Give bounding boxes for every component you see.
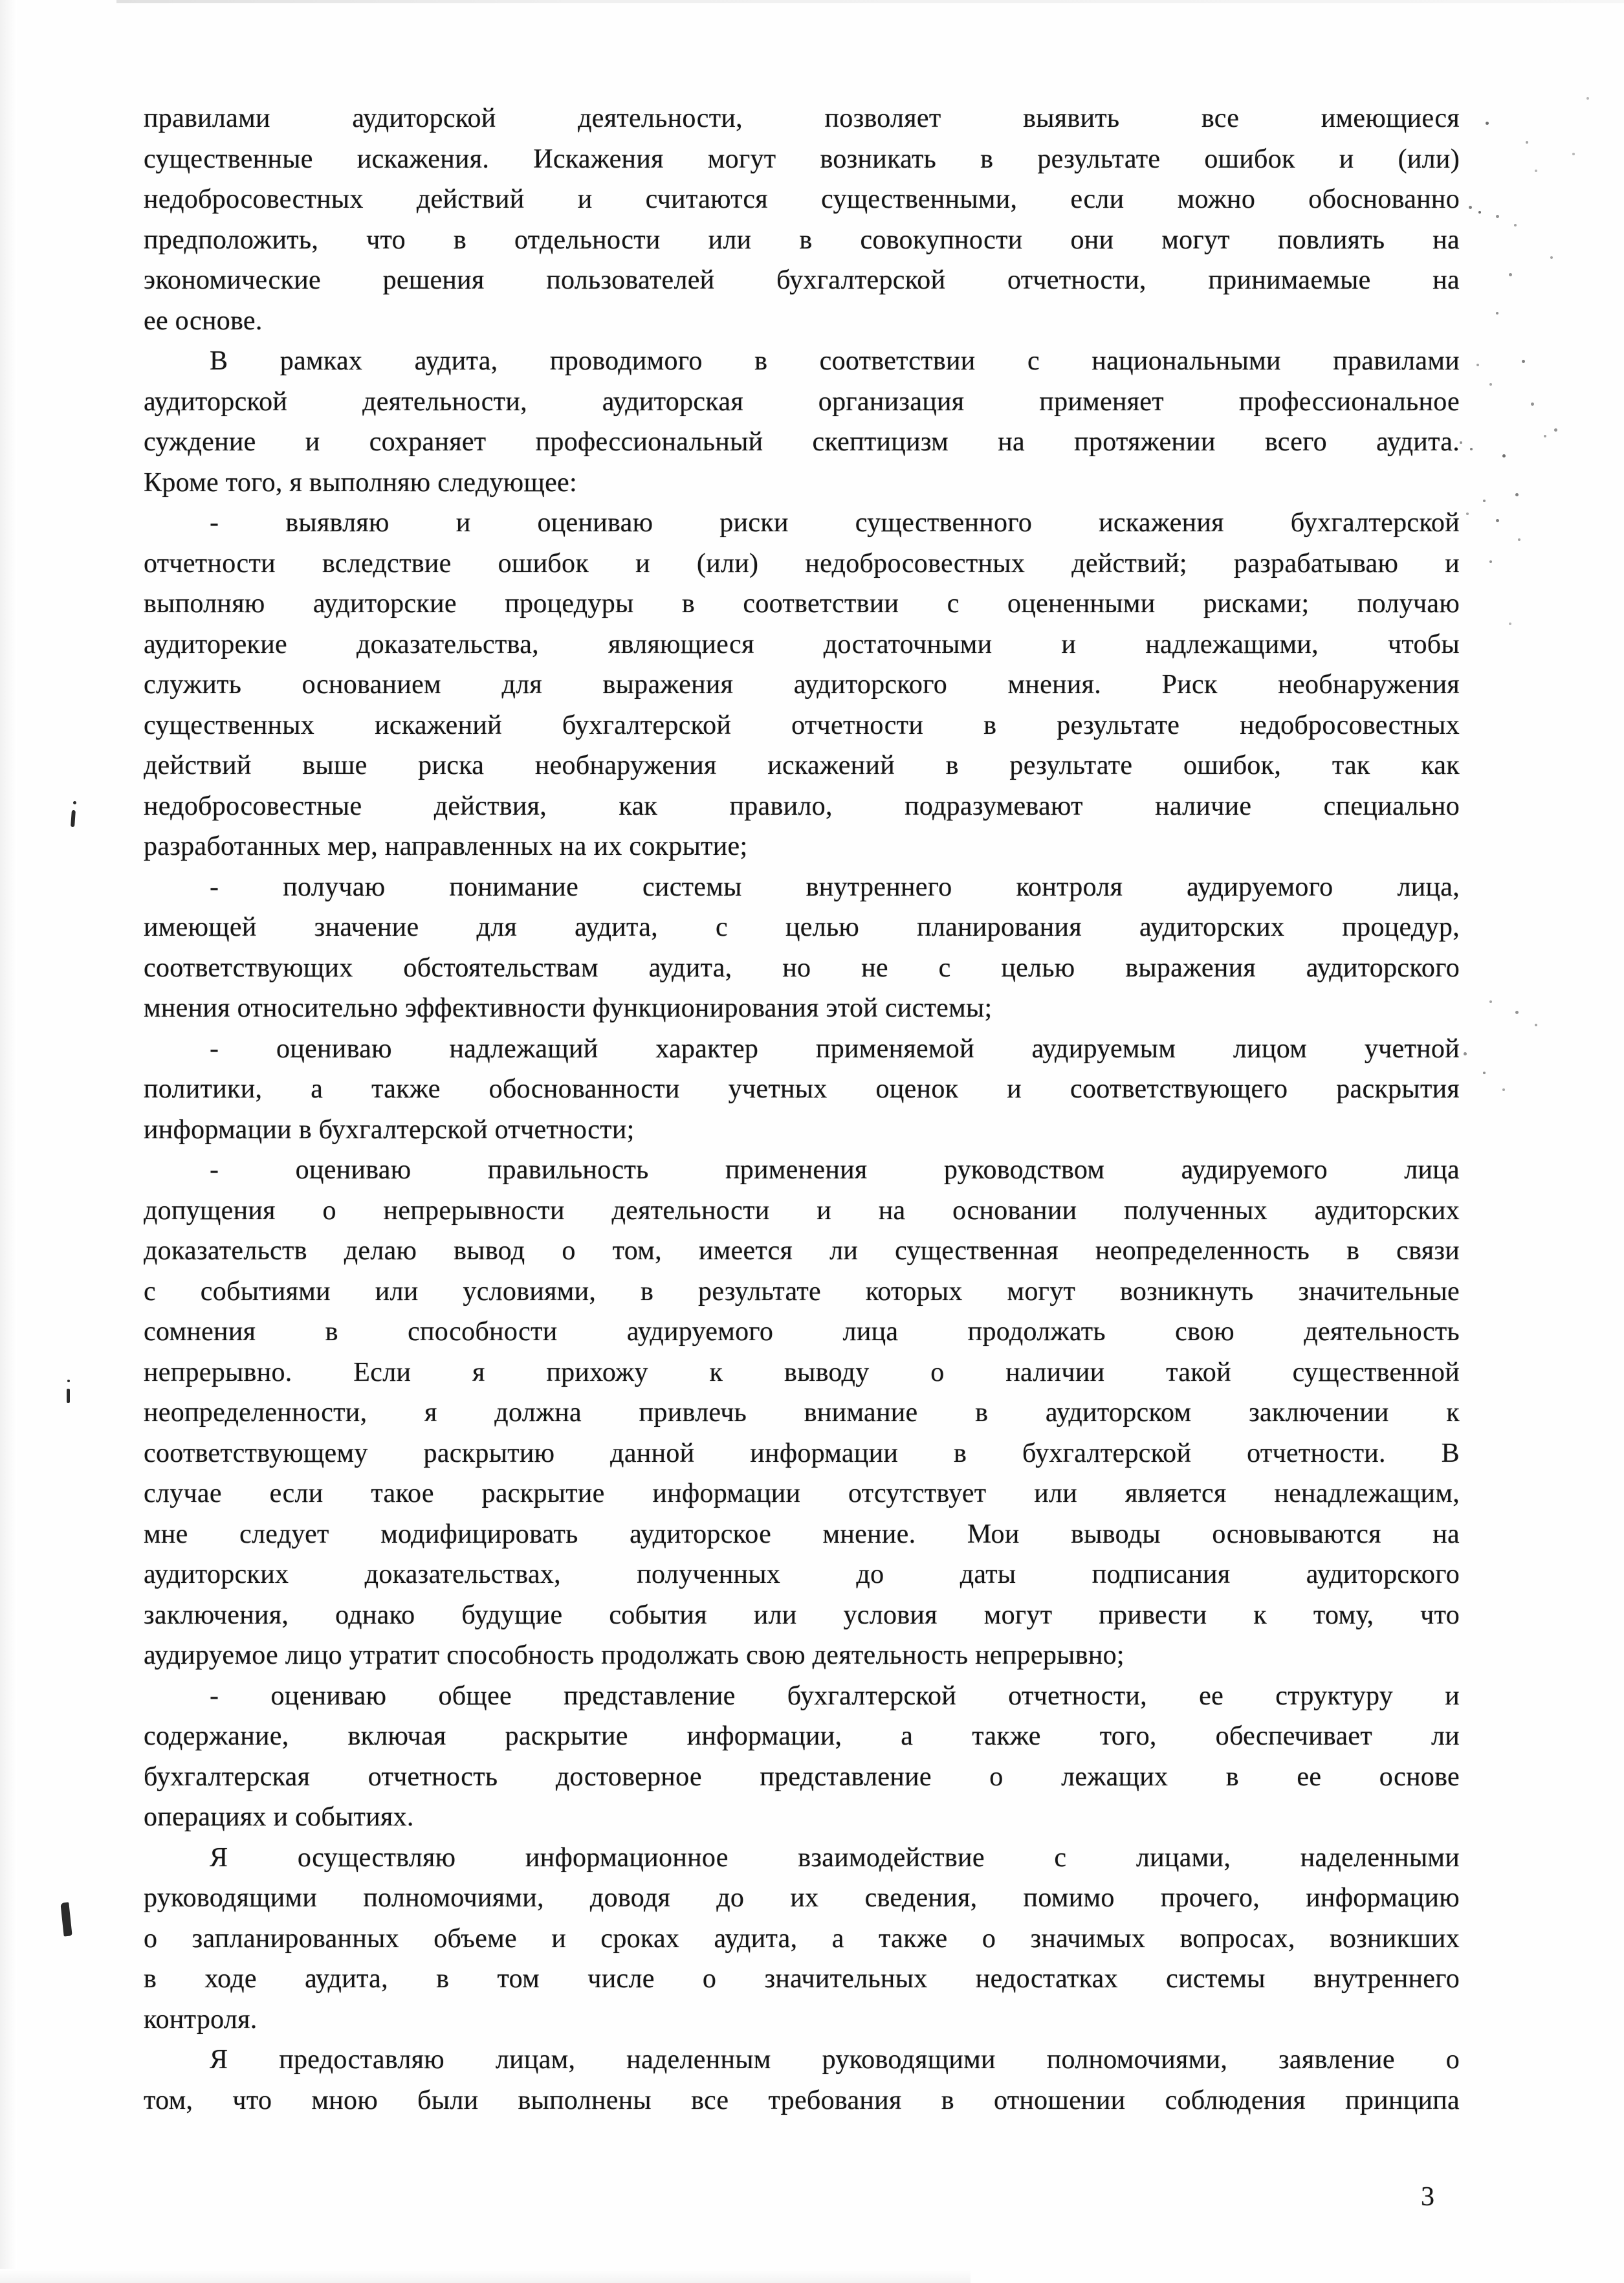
text-line: существенные искажения. Искажения могут возникать в результате ошибок и (или) — [144, 144, 1460, 174]
scan-artifact-mark — [60, 1902, 72, 1936]
scan-artifact-mark — [67, 1380, 70, 1382]
text-line: - оцениваю общее представление бухгалтерской отчетности, ее структуру и — [210, 1681, 1460, 1711]
scan-speck — [1489, 383, 1492, 386]
text-line: допущения о непрерывности деятельности и на основании полученных аудиторских — [144, 1195, 1460, 1226]
text-line: Я предоставляю лицам, наделенным руководящими полномочиями, заявление о — [210, 2045, 1460, 2075]
text-line: аудиторской деятельности, аудиторская организация применяет профессиональное — [144, 386, 1460, 417]
text-line: заключения, однако будущие события или условия могут привести к тому, что — [144, 1600, 1460, 1630]
text-line: о запланированных объеме и сроках аудита, а также о значимых вопросах, возникших — [144, 1923, 1460, 1954]
text-line: - получаю понимание системы внутреннего контроля аудируемого лица, — [210, 872, 1460, 902]
text-line: предположить, что в отдельности или в совокупности они могут повлиять на — [144, 225, 1460, 255]
scan-speck — [1464, 1052, 1467, 1055]
text-line: в ходе аудита, в том числе о значительных недостатках системы внутреннего — [144, 1964, 1460, 1994]
text-line: аудиторских доказательствах, полученных до даты подписания аудиторского — [144, 1560, 1460, 1589]
text-line: недобросовестных действий и считаются существенными, если можно обоснованно — [144, 184, 1460, 214]
scan-speck — [1515, 1011, 1519, 1014]
scan-speck — [1535, 170, 1537, 172]
text-line: В рамках аудита, проводимого в соответствии с национальными правилами — [210, 346, 1460, 376]
scan-speck — [1489, 560, 1492, 563]
text-line: выполняю аудиторские процедуры в соответствии с оцененными рисками; получаю — [144, 589, 1460, 619]
page-number: 3 — [1421, 2182, 1434, 2212]
text-line: Я осуществляю информационное взаимодействие с лицами, наделенными — [210, 1842, 1460, 1873]
scan-speck — [1489, 1000, 1492, 1003]
scan-speck — [1586, 97, 1589, 100]
scan-artifact-mark — [71, 810, 76, 827]
scan-speck — [1496, 519, 1499, 522]
text-line: соответствующих обстоятельствам аудита, но не с целью выражения аудиторского — [144, 953, 1460, 983]
text-line: операциях и событиях. — [144, 1802, 414, 1832]
scan-speck — [1514, 224, 1517, 226]
scan-speck — [1544, 435, 1546, 437]
text-line: - оцениваю правильность применения руководством аудируемого лица — [210, 1155, 1460, 1185]
scan-speck — [1550, 256, 1553, 259]
text-line: отчетности вследствие ошибок и (или) недобросовестных действий; разрабатываю и — [144, 548, 1460, 579]
scan-artifact-mark — [73, 801, 76, 804]
text-line: неопределенности, я должна привлечь внимание в аудиторском заключении к — [144, 1398, 1460, 1428]
scan-speck — [1502, 1088, 1505, 1091]
scan-speck — [1522, 360, 1525, 363]
scan-speck — [1496, 312, 1498, 314]
text-line: аудиторекие доказательства, являющиеся достаточными и надлежащими, чтобы — [144, 629, 1460, 659]
text-line: непрерывно. Если я прихожу к выводу о наличии такой существенной — [144, 1357, 1460, 1387]
text-line: суждение и сохраняет профессиональный скептицизм на протяжении всего аудита. — [144, 427, 1460, 457]
text-line: аудируемое лицо утратит способность продолжать свою деятельность непрерывно; — [144, 1640, 1125, 1670]
scan-speck — [1486, 122, 1489, 125]
scan-speck — [1515, 493, 1519, 496]
scan-speck — [1470, 448, 1473, 450]
text-line: ее основе. — [144, 305, 263, 336]
text-line: экономические решения пользователей бухгалтерской отчетности, принимаемые на — [144, 265, 1460, 295]
scan-edge-bottom — [0, 2269, 971, 2283]
scan-speck — [1478, 211, 1481, 214]
text-line: Кроме того, я выполняю следующее: — [144, 467, 577, 498]
text-line: действий выше риска необнаружения искажений в результате ошибок, так как — [144, 751, 1460, 780]
text-line: информации в бухгалтерской отчетности; — [144, 1114, 635, 1145]
scan-speck — [1460, 441, 1462, 444]
text-line: мнения относительно эффективности функционирования этой системы; — [144, 993, 993, 1023]
scan-edge-left — [0, 0, 17, 2283]
text-line: бухгалтерская отчетность достоверное представление о лежащих в ее основе — [144, 1761, 1460, 1792]
text-line: контроля. — [144, 2004, 258, 2035]
text-line: соответствующему раскрытию данной информации в бухгалтерской отчетности. В — [144, 1438, 1460, 1468]
text-line: мне следует модифицировать аудиторское мнение. Мои выводы основываются на — [144, 1519, 1460, 1549]
text-line: том, что мною были выполнены все требования в отношении соблюдения принципа — [144, 2085, 1460, 2115]
text-line: недобросовестные действия, как правило, подразумевают наличие специально — [144, 791, 1460, 821]
scan-speck — [1535, 1024, 1537, 1026]
text-line: - оцениваю надлежащий характер применяемой аудируемым лицом учетной — [210, 1033, 1460, 1064]
text-line: случае если такое раскрытие информации отсутствует или является ненадлежащим, — [144, 1479, 1460, 1508]
scan-speck — [1466, 513, 1469, 515]
text-line: руководящими полномочиями, доводя до их сведения, помимо прочего, информацию — [144, 1883, 1460, 1913]
text-line: имеющей значение для аудита, с целью планирования аудиторских процедур, — [144, 912, 1460, 942]
scan-speck — [1502, 454, 1506, 458]
text-line: существенных искажений бухгалтерской отчетности в результате недобросовестных — [144, 710, 1460, 740]
scan-speck — [1483, 1072, 1486, 1074]
scan-speck — [1526, 141, 1528, 144]
scan-speck — [1509, 273, 1512, 276]
text-line: служить основанием для выражения аудиторского мнения. Риск необнаружения — [144, 670, 1460, 700]
text-line: правилами аудиторской деятельности, позволяет выявить все имеющиеся — [144, 104, 1460, 133]
scan-speck — [1496, 215, 1499, 218]
body-text — [144, 98, 1460, 2121]
scan-speck — [1531, 403, 1534, 406]
scan-speck — [1476, 364, 1479, 366]
scan-speck — [1509, 623, 1511, 625]
scan-edge-top — [116, 0, 1624, 3]
scan-speck — [1554, 428, 1557, 432]
text-line: политики, а также обоснованности учетных оценок и соответствующего раскрытия — [144, 1074, 1460, 1104]
text-line: содержание, включая раскрытие информации, а также того, обеспечивает ли — [144, 1721, 1460, 1751]
scan-speck — [1572, 153, 1575, 155]
text-line: доказательств делаю вывод о том, имеется ли существенная неопределенность в связи — [144, 1236, 1460, 1266]
scan-speck — [1483, 500, 1486, 502]
text-line: - выявляю и оцениваю риски существенного искажения бухгалтерской — [210, 508, 1460, 538]
scan-artifact-mark — [67, 1389, 70, 1403]
text-line: разработанных мер, направленных на их сокрытие; — [144, 832, 748, 861]
text-line: сомнения в способности аудируемого лица продолжать свою деятельность — [144, 1317, 1460, 1347]
scan-speck — [1469, 206, 1472, 209]
scan-speck — [1518, 538, 1520, 541]
text-line: с событиями или условиями, в результате которых могут возникнуть значительные — [144, 1276, 1460, 1307]
